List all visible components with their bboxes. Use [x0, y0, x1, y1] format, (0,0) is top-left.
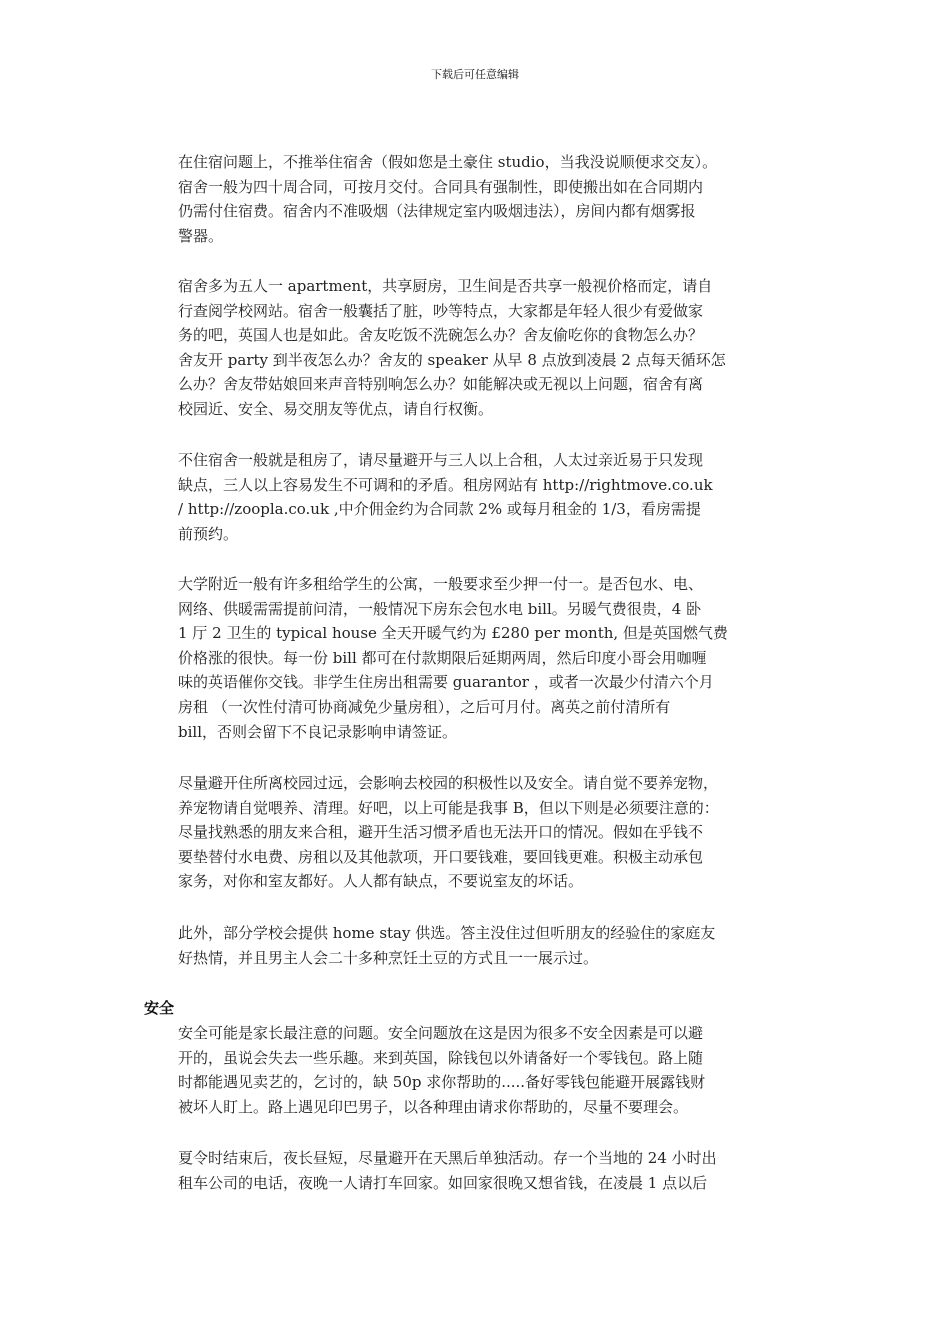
- text-line: 家务，对你和室友都好。人人都有缺点，不要说室友的坏话。: [178, 872, 584, 891]
- paragraph-student-apartments: [178, 572, 788, 744]
- text-line: 养宠物请自觉喂养、清理。好吧，以上可能是我事 B，但以下则是必须要注意的：: [178, 798, 719, 817]
- text-line: 务的吧，英国人也是如此。舍友吃饭不洗碗怎么办？舍友偷吃你的食物怎么办？: [178, 326, 704, 345]
- text-line: 尽量避开住所离校园过远，会影响去校园的积极性以及安全。请自觉不要养宠物，: [178, 774, 719, 792]
- text-line: 价格涨的很快。每一份 bill 都可在付款期限后延期两周，然后印度小哥会用咖喱: [178, 648, 707, 667]
- page-header: 下载后可任意编辑: [431, 68, 519, 81]
- text-line: 此外，部分学校会提供 home stay 供选。答主没住过但听朋友的经验住的家庭友: [178, 924, 716, 942]
- text-line: 大学附近一般有许多租给学生的公寓，一般要求至少押一付一。是否包水、电、: [178, 575, 704, 593]
- text-line: 开的，虽说会失去一些乐趣。来到英国，除钱包以外请备好一个零钱包。路上随: [178, 1048, 704, 1067]
- text-line: 宿舍一般为四十周合同，可按月交付。合同具有强制性，即使搬出如在合同期内: [178, 177, 704, 196]
- text-line: 1 厅 2 卫生的 typical house 全天开暖气约为 £280 per month, 但是英国燃气费: [178, 624, 728, 643]
- text-line: 房租 （一次性付清可协商减免少量房租），之后可月付。离英之前付清所有: [178, 697, 671, 716]
- text-line: 宿舍多为五人一 apartment，共享厨房，卫生间是否共享一般视价格而定，请自: [178, 277, 713, 295]
- text-line: 被坏人盯上。路上遇见印巴男子，以各种理由请求你帮助的，尽量不要理会。: [178, 1097, 689, 1116]
- text-line: 舍友开 party 到半夜怎么办？舍友的 speaker 从早 8 点放到凌晨 2 点每天循环怎: [178, 350, 726, 369]
- text-line: 前预约。: [178, 524, 239, 543]
- text-line: bill，否则会留下不良记录影响申请签证。: [178, 722, 457, 741]
- text-line: / http://zoopla.co.uk ,中介佣金约为合同款 2% 或每月租金的 1/3，看房需提: [178, 500, 701, 519]
- text-line: 警器。: [178, 226, 224, 245]
- text-line: 夏令时结束后，夜长昼短，尽量避开在天黑后单独活动。存一个当地的 24 小时出: [178, 1149, 717, 1167]
- paragraph-homestay: [178, 921, 788, 970]
- paragraph-dorm-sharing: [178, 274, 788, 422]
- paragraph-dorm-intro: [178, 150, 788, 248]
- text-line: 好热情，并且男主人会二十多种烹饪土豆的方式且一一展示过。: [178, 948, 599, 967]
- text-line: 在住宿问题上，不推举住宿舍（假如您是土豪住 studio，当我没说顺便求交友）。: [178, 153, 718, 171]
- paragraph-renting: [178, 448, 788, 546]
- text-line: 缺点，三人以上容易发生不可调和的矛盾。租房网站有 http://rightmove.co.uk: [178, 475, 713, 494]
- text-line: 么办？舍友带姑娘回来声音特别响怎么办？如能解决或无视以上问题，宿舍有离: [178, 375, 704, 394]
- paragraph-safety-intro: [178, 1021, 788, 1119]
- text-line: 不住宿舍一般就是租房了，请尽量避开与三人以上合租，人太过亲近易于只发现: [178, 451, 704, 469]
- text-line: 时都能遇见卖艺的，乞讨的，缺 50p 求你帮助的.....备好零钱包能避开展露钱财: [178, 1073, 706, 1092]
- text-line: 安全可能是家长最注意的问题。安全问题放在这是因为很多不安全因素是可以避: [178, 1024, 704, 1042]
- text-line: 要垫替付水电费、房租以及其他款项，开口要钱难，要回钱更难。积极主动承包: [178, 847, 704, 866]
- text-line: 租车公司的电话，夜晚一人请打车回家。如回家很晚又想省钱，在凌晨 1 点以后: [178, 1173, 708, 1192]
- text-line: 尽量找熟悉的朋友来合租，避开生活习惯矛盾也无法开口的情况。假如在乎钱不: [178, 823, 704, 842]
- text-line: 行查阅学校网站。宿舍一般囊括了脏，吵等特点，大家都是年轻人很少有爱做家: [178, 301, 704, 320]
- paragraph-location-roommates: [178, 771, 788, 894]
- paragraph-safety-night: [178, 1146, 788, 1195]
- section-heading-safety: 安全: [144, 999, 175, 1017]
- text-line: 味的英语催你交钱。非学生住房出租需要 guarantor ，或者一次最少付清六个月: [178, 673, 714, 692]
- text-line: 仍需付住宿费。宿舍内不准吸烟（法律规定室内吸烟违法），房间内都有烟雾报: [178, 202, 696, 221]
- text-line: 网络、供暖需需提前问清，一般情况下房东会包水电 bill。另暖气费很贵，4 卧: [178, 599, 702, 618]
- text-line: 校园近、安全、易交朋友等优点，请自行权衡。: [178, 399, 494, 418]
